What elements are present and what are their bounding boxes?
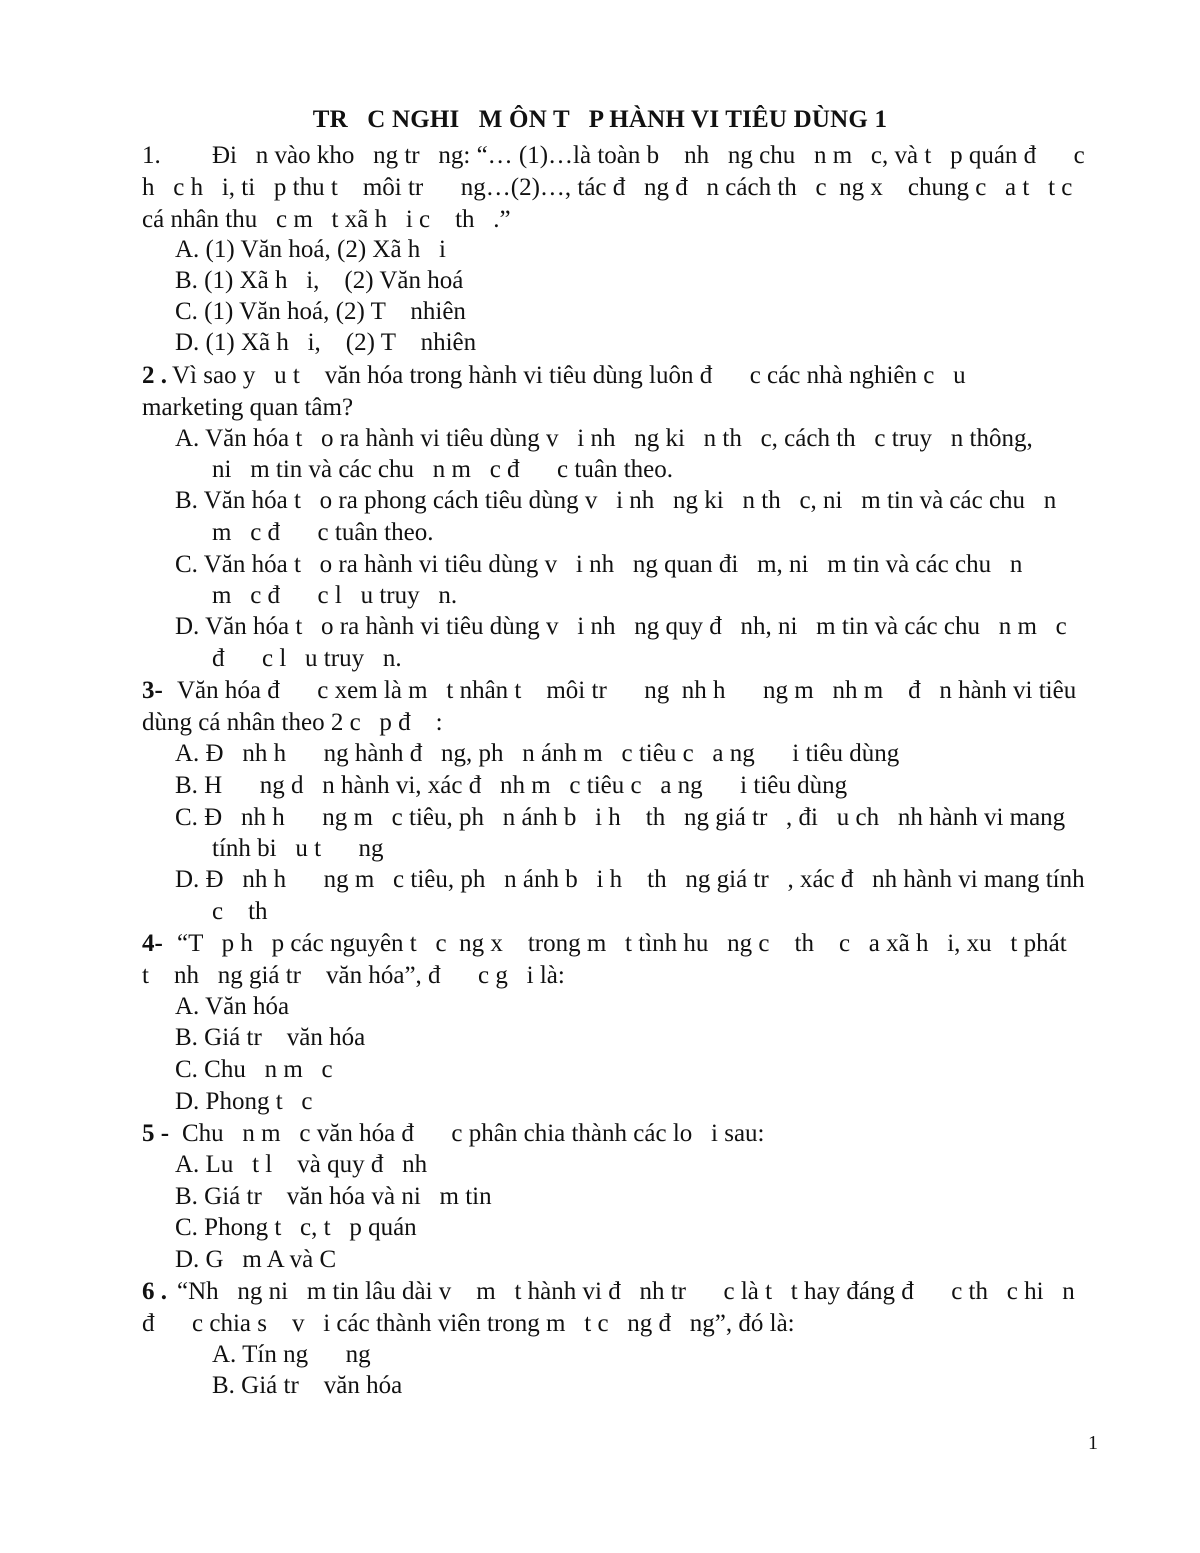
question-2-option-a: A. Văn hóa t o ra hành vi tiêu dùng v i nh ng ki n th c, cách th c truy n thông, — [175, 425, 1033, 452]
question-6-option-b: B. Giá tr văn hóa — [212, 1372, 403, 1399]
question-4-text-line: t nh ng giá tr văn hóa”, đ c g i là: — [142, 962, 565, 989]
question-4-option-a: A. Văn hóa — [175, 993, 290, 1020]
question-2-number: 2 . — [142, 362, 167, 389]
page-number: 1 — [1088, 1432, 1098, 1454]
question-2-option-b-cont: m c đ c tuân theo. — [212, 519, 434, 546]
question-3-option-b: B. H ng d n hành vi, xác đ nh m c tiêu c a ng i tiêu dùng — [175, 772, 848, 799]
document-title: TR C NGHI M ÔN T P HÀNH VI TIÊU DÙNG 1 — [312, 106, 888, 133]
question-6-number: 6 . — [142, 1278, 167, 1305]
question-2-option-d-cont: đ c l u truy n. — [212, 645, 402, 672]
question-5-option-b: B. Giá tr văn hóa và ni m tin — [175, 1183, 492, 1210]
question-5-option-d: D. G m A và C — [175, 1246, 337, 1273]
question-2-text-line: Vì sao y u t văn hóa trong hành vi tiêu dùng luôn đ c các nhà nghiên c u — [172, 362, 966, 389]
question-1-text-line: cá nhân thu c m t xã h i c th .” — [142, 206, 511, 233]
question-1-option-a: A. (1) Văn hoá, (2) Xã h i — [175, 236, 446, 263]
question-3-option-c-cont: tính bi u t ng — [212, 835, 384, 862]
question-2-option-c-cont: m c đ c l u truy n. — [212, 582, 458, 609]
question-4-option-b: B. Giá tr văn hóa — [175, 1024, 366, 1051]
question-4-option-d: D. Phong t c — [175, 1088, 313, 1115]
question-6-text-line: “Nh ng ni m tin lâu dài v m t hành vi đ nh tr c là t t hay đáng đ c th c hi n — [177, 1278, 1075, 1305]
question-1-text-line: h c h i, ti p thu t môi tr ng…(2)…, tác đ ng đ n cách th c ng x chung c a t t c — [142, 174, 1073, 201]
question-3-number: 3- — [142, 677, 163, 704]
question-6-option-a: A. Tín ng ng — [212, 1341, 371, 1368]
question-5-option-c: C. Phong t c, t p quán — [175, 1214, 417, 1241]
question-2-option-a-cont: ni m tin và các chu n m c đ c tuân theo. — [212, 456, 673, 483]
question-6-text-line: đ c chia s v i các thành viên trong m t c ng đ ng”, đó là: — [142, 1310, 795, 1337]
question-4-text-line: “T p h p các nguyên t c ng x trong m t tình hu ng c th c a xã h i, xu t phát — [177, 930, 1067, 957]
question-1-option-b: B. (1) Xã h i, (2) Văn hoá — [175, 267, 464, 294]
question-1-option-c: C. (1) Văn hoá, (2) T nhiên — [175, 298, 466, 325]
question-1-number: 1. — [142, 142, 161, 169]
question-5-option-a: A. Lu t l và quy đ nh — [175, 1151, 428, 1178]
question-3-option-d: D. Đ nh h ng m c tiêu, ph n ánh b i h th ng giá tr , xác đ nh hành vi mang tính — [175, 866, 1085, 893]
question-5-number: 5 - — [142, 1120, 170, 1147]
question-3-option-a: A. Đ nh h ng hành đ ng, ph n ánh m c tiêu c a ng i tiêu dùng — [175, 740, 900, 767]
question-4-option-c: C. Chu n m c — [175, 1056, 333, 1083]
question-4-number: 4- — [142, 930, 163, 957]
question-2-option-c: C. Văn hóa t o ra hành vi tiêu dùng v i nh ng quan đi m, ni m tin và các chu n — [175, 551, 1023, 578]
question-1-text-line: Đi n vào kho ng tr ng: “… (1)…là toàn b nh ng chu n m c, và t p quán đ c — [212, 142, 1085, 169]
question-3-option-c: C. Đ nh h ng m c tiêu, ph n ánh b i h th ng giá tr , đi u ch nh hành vi mang — [175, 804, 1066, 831]
question-3-text-line: dùng cá nhân theo 2 c p đ : — [142, 709, 443, 736]
question-2-text-line: marketing quan tâm? — [142, 394, 354, 421]
question-2-option-d: D. Văn hóa t o ra hành vi tiêu dùng v i nh ng quy đ nh, ni m tin và các chu n m c — [175, 613, 1067, 640]
question-1-option-d: D. (1) Xã h i, (2) T nhiên — [175, 329, 477, 356]
question-3-option-d-cont: c th — [212, 898, 268, 925]
question-2-option-b: B. Văn hóa t o ra phong cách tiêu dùng v i nh ng ki n th c, ni m tin và các chu n — [175, 487, 1057, 514]
question-5-text-line: Chu n m c văn hóa đ c phân chia thành các lo i sau: — [182, 1120, 765, 1147]
question-3-text-line: Văn hóa đ c xem là m t nhân t môi tr ng nh h ng m nh m đ n hành vi tiêu — [177, 677, 1077, 704]
